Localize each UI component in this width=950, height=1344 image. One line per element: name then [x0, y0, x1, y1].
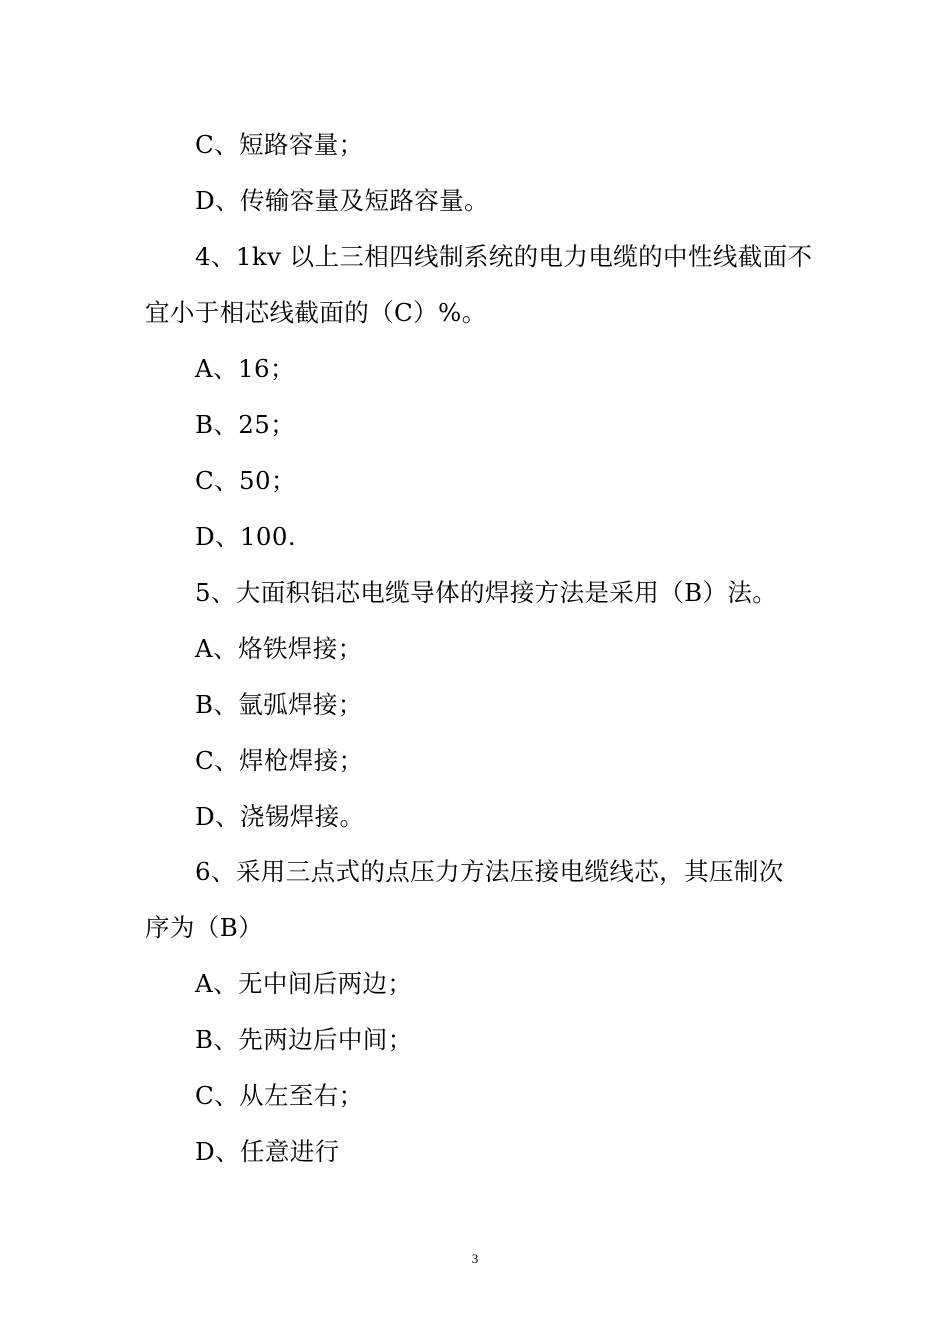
option-line: B、先两边后中间；: [195, 1025, 413, 1054]
option-line: A、16；: [195, 354, 295, 383]
option-line: C、从左至右；: [195, 1081, 364, 1110]
question-line: 6、采用三点式的点压力方法压接电缆线芯，其压制次: [195, 857, 784, 886]
question-line: 4、1kv 以上三相四线制系统的电力电缆的中性线截面不: [195, 242, 813, 271]
option-line: C、短路容量；: [195, 130, 364, 159]
option-line: D、100.: [195, 522, 297, 551]
option-line: C、焊枪焊接；: [195, 746, 364, 775]
option-line: A、无中间后两边；: [195, 969, 413, 998]
option-line: B、25；: [195, 410, 296, 439]
option-line: D、传输容量及短路容量。: [195, 186, 489, 215]
question-continuation-line: 序为（B）: [145, 913, 264, 942]
option-line: C、50；: [195, 466, 296, 495]
option-line: B、氩弧焊接；: [195, 690, 363, 719]
page-number: 3: [471, 1251, 479, 1266]
question-continuation-line: 宜小于相芯线截面的（C）%。: [145, 298, 487, 327]
option-line: A、烙铁焊接；: [195, 634, 363, 663]
option-line: D、浇锡焊接。: [195, 802, 365, 831]
question-line: 5、大面积铝芯电缆导体的焊接方法是采用（B）法。: [195, 578, 778, 607]
option-line: D、任意进行: [195, 1137, 340, 1166]
